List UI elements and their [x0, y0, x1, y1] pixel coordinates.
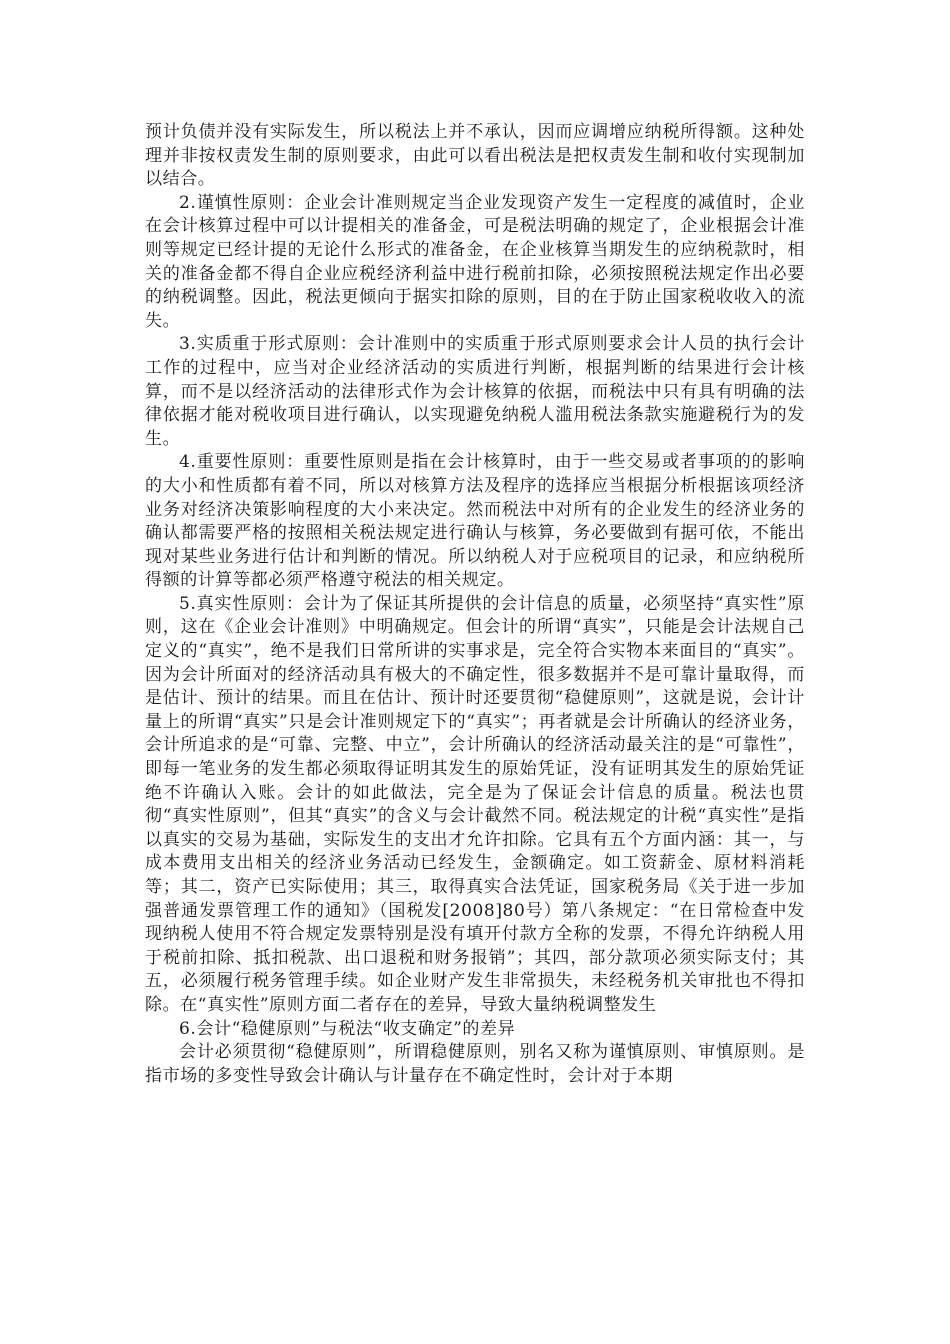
document-body — [145, 121, 805, 1088]
paragraph-substance-over-form: 3.实质重于形式原则：会计准则中的实质重于形式原则要求会计人员的执行会计工作的过程中，应当对企业经济活动的实质进行判断，根据判断的结果进行会计核算，而不是以经济活动的法律形式作为会计核算的依据，而税法中只有具有明确的法律依据才能对税收项目进行确认，以实现避免纳税人滥用税法条款实施避税行为的发生。 — [145, 334, 805, 449]
paragraph-prudence-principle: 2.谨慎性原则：企业会计准则规定当企业发现资产发生一定程度的减值时，企业在会计核算过程中可以计提相关的准备金，可是税法明确的规定了，企业根据会计准则等规定已经计提的无论什么形式的准备金，在企业核算当期发生的应纳税款时，相关的准备金都不得自企业应税经济利益中进行税前扣除，必须按照税法规定作出必要的纳税调整。因此，税法更倾向于据实扣除的原则，目的在于防止国家税收收入的流失。 — [145, 192, 805, 331]
paragraph-conservatism-intro: 会计必须贯彻“稳健原则”，所谓稳健原则，别名又称为谨慎原则、审慎原则。是指市场的多变性导致会计确认与计量存在不确定性时，会计对于本期 — [145, 1042, 805, 1086]
paragraph-materiality-principle: 4.重要性原则：重要性原则是指在会计核算时，由于一些交易或者事项的的影响的大小和性质都有着不同，所以对核算方法及程序的选择应当根据分析根据该项经济业务对经济决策影响程度的大小来决定。然而税法中对所有的企业发生的经济业务的确认都需要严格的按照相关税法规定进行确认与核算，务必要做到有据可依，不能出现对某些业务进行估计和判断的情况。所以纳税人对于应税项目的记录，和应纳税所得额的计算等都必须严格遵守税法的相关规定。 — [145, 452, 805, 591]
paragraph-accrual-continuation: 预计负债并没有实际发生，所以税法上并不承认，因而应调增应纳税所得额。这种处理并非按权责发生制的原则要求，由此可以看出税法是把权责发生制和收付实现制加以结合。 — [145, 122, 805, 190]
section-heading-conservatism: 6.会计“稳健原则”与税法“收支确定”的差异 — [179, 1018, 516, 1039]
paragraph-reliability-principle: 5.真实性原则：会计为了保证其所提供的会计信息的质量，必须坚持“真实性”原则，这在《企业会计准则》中明确规定。但会计的所谓“真实”，只能是会计法规自己定义的“真实”，绝不是我们日常所讲的实事求是，完全符合实物本来面目的“真实”。因为会计所面对的经济活动具有极大的不确定性，很多数据并不是可靠计量取得，而是估计、预计的结果。而且在估计、预计时还要贯彻“稳健原则”，这就是说，会计计量上的所谓“真实”只是会计准则规定下的“真实”；再者就是会计所确认的经济业务，会计所追求的是“可靠、完整、中立”，会计所确认的经济活动最关注的是“可靠性”，即每一笔业务的发生都必须取得证明其发生的原始凭证，没有证明其发生的原始凭证绝不许确认入账。会计的如此做法，完全是为了保证会计信息的质量。税法也贯彻“真实性原则”，但其“真实”的含义与会计截然不同。税法规定的计税“真实性”是指以真实的交易为基础，实际发生的支出才允许扣除。它具有五个方面内涵：其一，与成本费用支出相关的经济业务活动已经发生，金额确定。如工资薪金、原材料消耗等；其二，资产已实际使用；其三，取得真实合法凭证，国家税务局《关于进一步加强普通发票管理工作的通知》（国税发[2008]80号）第八条规定：“在日常检查中发现纳税人使用不符合规定发票特别是没有填开付款方全称的发票，不得允许纳税人用于税前扣除、抵扣税款、出口退税和财务报销”；其四，部分款项必须实际支付；其五，必须履行税务管理手续。如企业财产发生非常损失，未经税务机关审批也不得扣除。在“真实性”原则方面二者存在的差异，导致大量纳税调整发生 — [145, 593, 805, 1015]
